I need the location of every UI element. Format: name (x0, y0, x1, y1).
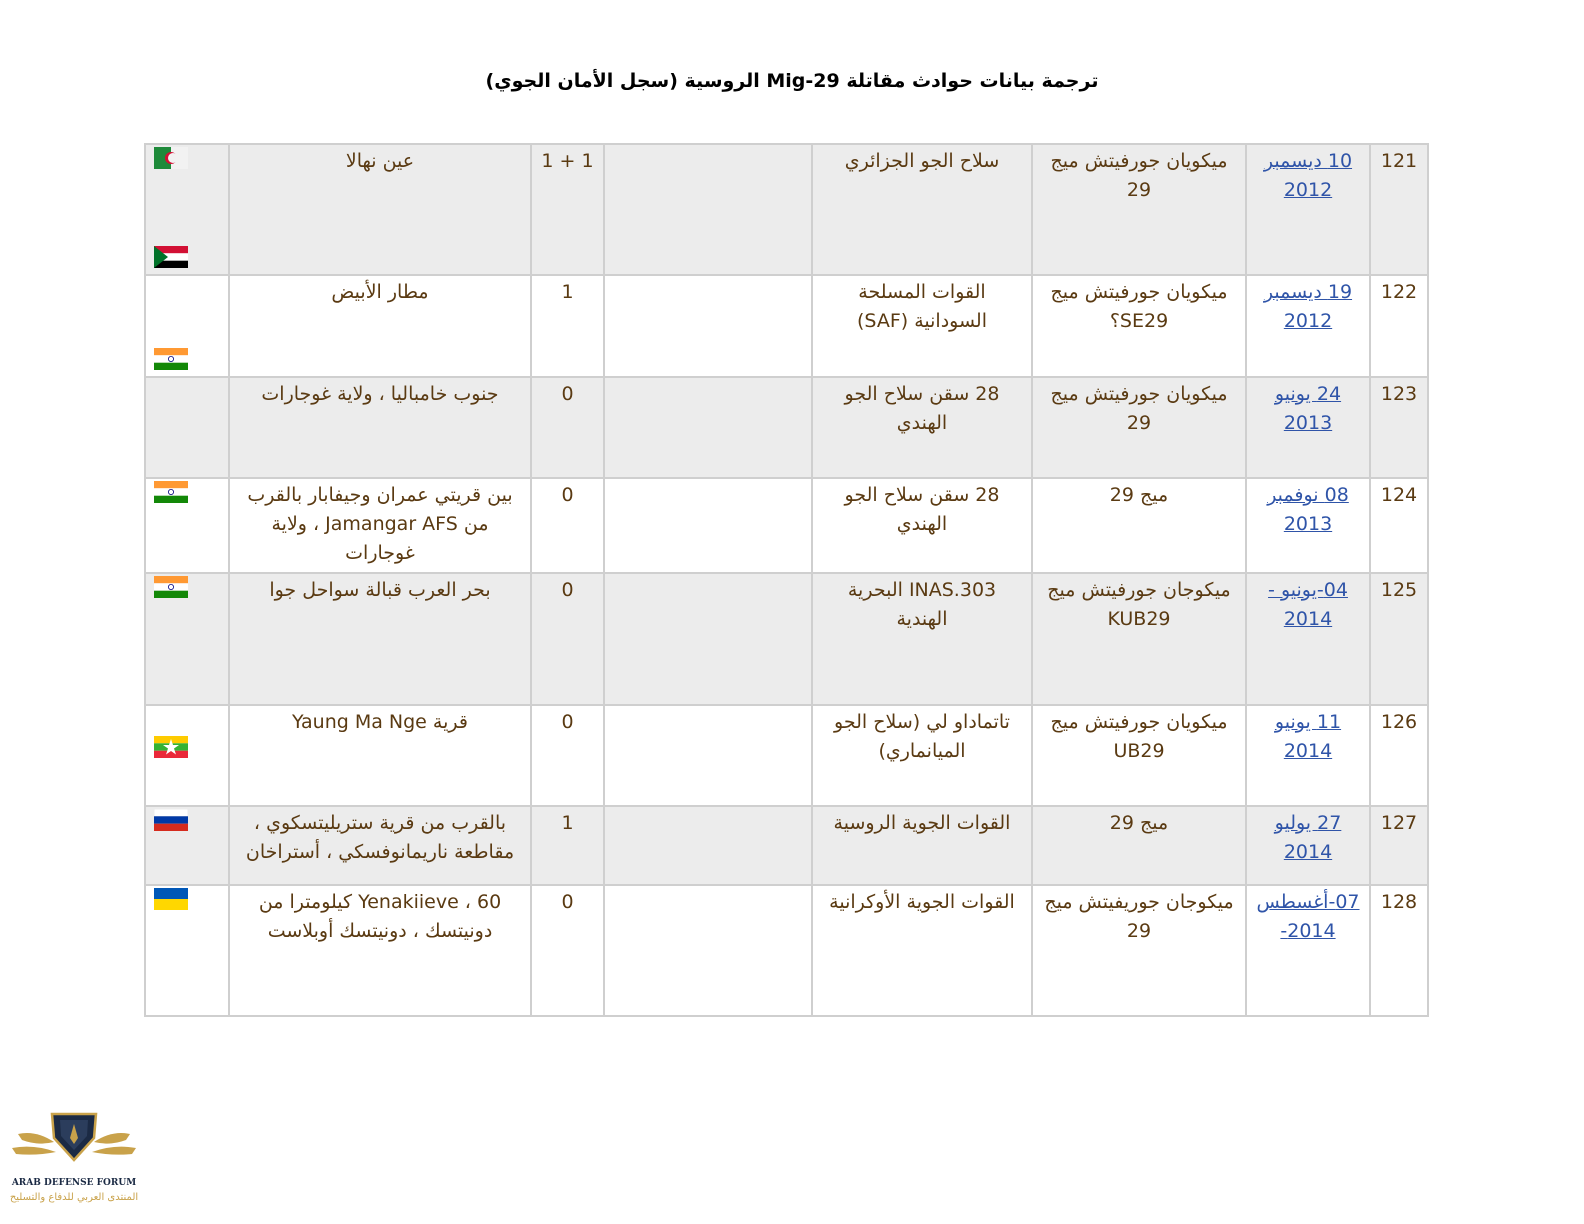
fatalities: 1 (531, 806, 604, 885)
flag-cell (145, 275, 229, 377)
table-row (145, 705, 1428, 806)
incident-number: 124 (1370, 478, 1428, 573)
table-row (145, 806, 1428, 885)
table-row (145, 377, 1428, 478)
table-row (145, 275, 1428, 377)
blank-cell (604, 144, 812, 275)
myanmar-flag-icon (154, 736, 188, 758)
flag-cell (145, 377, 229, 478)
fatalities: 1 (531, 275, 604, 377)
page-title: ترجمة بيانات حوادث مقاتلة Mig-29 الروسية (سجل الأمان الجوي) (485, 70, 1099, 92)
fatalities: 0 (531, 377, 604, 478)
fatalities: 0 (531, 573, 604, 705)
date-link[interactable]: 11 يونيو 2014 (1274, 711, 1342, 762)
blank-cell (604, 705, 812, 806)
blank-cell (604, 377, 812, 478)
aircraft-type: ميكويان جورفيتش ميج 29 (1032, 377, 1246, 478)
flag-cell (145, 144, 229, 275)
da-logo-icon (8, 1108, 140, 1212)
fatalities: 1 + 1 (531, 144, 604, 275)
location: عين نهالا (229, 144, 531, 275)
aircraft-type: ميج 29 (1032, 806, 1246, 885)
flag-cell (145, 705, 229, 806)
incident-number: 122 (1370, 275, 1428, 377)
location: بالقرب من قرية ستريليتسكوي ، مقاطعة ناريمانوفسكي ، أستراخان (229, 806, 531, 885)
sudan-flag-icon (154, 246, 188, 268)
blank-cell (604, 885, 812, 1016)
incident-number: 128 (1370, 885, 1428, 1016)
date-link[interactable]: 08 نوفمبر 2013 (1267, 484, 1349, 535)
incident-number: 125 (1370, 573, 1428, 705)
operator: INAS.303 البحرية الهندية (812, 573, 1032, 705)
operator: القوات الجوية الروسية (812, 806, 1032, 885)
logo-english-text: ARAB DEFENSE FORUM (11, 1178, 137, 1188)
incident-number: 126 (1370, 705, 1428, 806)
india-flag-icon (154, 576, 188, 598)
operator: 28 سقن سلاح الجو الهندي (812, 377, 1032, 478)
incident-date (1246, 806, 1370, 885)
incident-number: 123 (1370, 377, 1428, 478)
flag-cell (145, 573, 229, 705)
incident-date (1246, 377, 1370, 478)
location: جنوب خامباليا ، ولاية غوجارات (229, 377, 531, 478)
aircraft-type: ميج 29 (1032, 478, 1246, 573)
location: بين قريتي عمران وجيفابار بالقرب من Jamangar AFS ، ولاية غوجارات (229, 478, 531, 573)
incident-number: 121 (1370, 144, 1428, 275)
date-link[interactable]: 27 يوليو 2014 (1274, 812, 1342, 863)
aircraft-type: ميكوجان جورفيتش ميج KUB29 (1032, 573, 1246, 705)
table-row (145, 478, 1428, 573)
incident-date (1246, 275, 1370, 377)
table-row (145, 885, 1428, 1016)
incident-date (1246, 885, 1370, 1016)
algeria-flag-icon (154, 147, 188, 169)
aircraft-type: ميكويان جورفيتش ميج SE29؟ (1032, 275, 1246, 377)
russia-flag-icon (154, 809, 188, 831)
operator: 28 سقن سلاح الجو الهندي (812, 478, 1032, 573)
fatalities: 0 (531, 705, 604, 806)
date-link[interactable]: 07-أغسطس 2014- (1256, 891, 1360, 942)
incident-number: 127 (1370, 806, 1428, 885)
operator: القوات المسلحة السودانية (SAF) (812, 275, 1032, 377)
ukraine-flag-icon (154, 888, 188, 910)
flag-cell (145, 478, 229, 573)
fatalities: 0 (531, 478, 604, 573)
india-flag-icon (154, 348, 188, 370)
location: بحر العرب قبالة سواحل جوا (229, 573, 531, 705)
incidents-table (144, 143, 1429, 1017)
blank-cell (604, 573, 812, 705)
table-row (145, 144, 1428, 275)
location: مطار الأبيض (229, 275, 531, 377)
location: قرية Yaung Ma Nge (229, 705, 531, 806)
incident-date (1246, 478, 1370, 573)
operator: سلاح الجو الجزائري (812, 144, 1032, 275)
date-link[interactable]: 19 ديسمبر 2012 (1263, 281, 1353, 332)
incident-date (1246, 144, 1370, 275)
flag-cell (145, 885, 229, 1016)
incident-date (1246, 573, 1370, 705)
operator: القوات الجوية الأوكرانية (812, 885, 1032, 1016)
flag-cell (145, 806, 229, 885)
date-link[interactable]: 24 يونيو 2013 (1274, 383, 1342, 434)
table-row (145, 573, 1428, 705)
location: Yenakiieve ، 60 كيلومترا من دونيتسك ، دونيتسك أوبلاست (229, 885, 531, 1016)
blank-cell (604, 275, 812, 377)
aircraft-type: ميكوجان جوريفيتش ميج 29 (1032, 885, 1246, 1016)
logo-arabic-text: المنتدى العربي للدفاع والتسليح (9, 1192, 139, 1203)
fatalities: 0 (531, 885, 604, 1016)
incident-date (1246, 705, 1370, 806)
date-link[interactable]: 04-يونيو - 2014 (1268, 579, 1348, 630)
blank-cell (604, 478, 812, 573)
blank-cell (604, 806, 812, 885)
aircraft-type: ميكويان جورفيتش ميج UB29 (1032, 705, 1246, 806)
aircraft-type: ميكويان جورفيتش ميج 29 (1032, 144, 1246, 275)
operator: تاتماداو لي (سلاح الجو الميانماري) (812, 705, 1032, 806)
date-link[interactable]: 10 ديسمبر 2012 (1263, 150, 1353, 201)
india-flag-icon (154, 481, 188, 503)
